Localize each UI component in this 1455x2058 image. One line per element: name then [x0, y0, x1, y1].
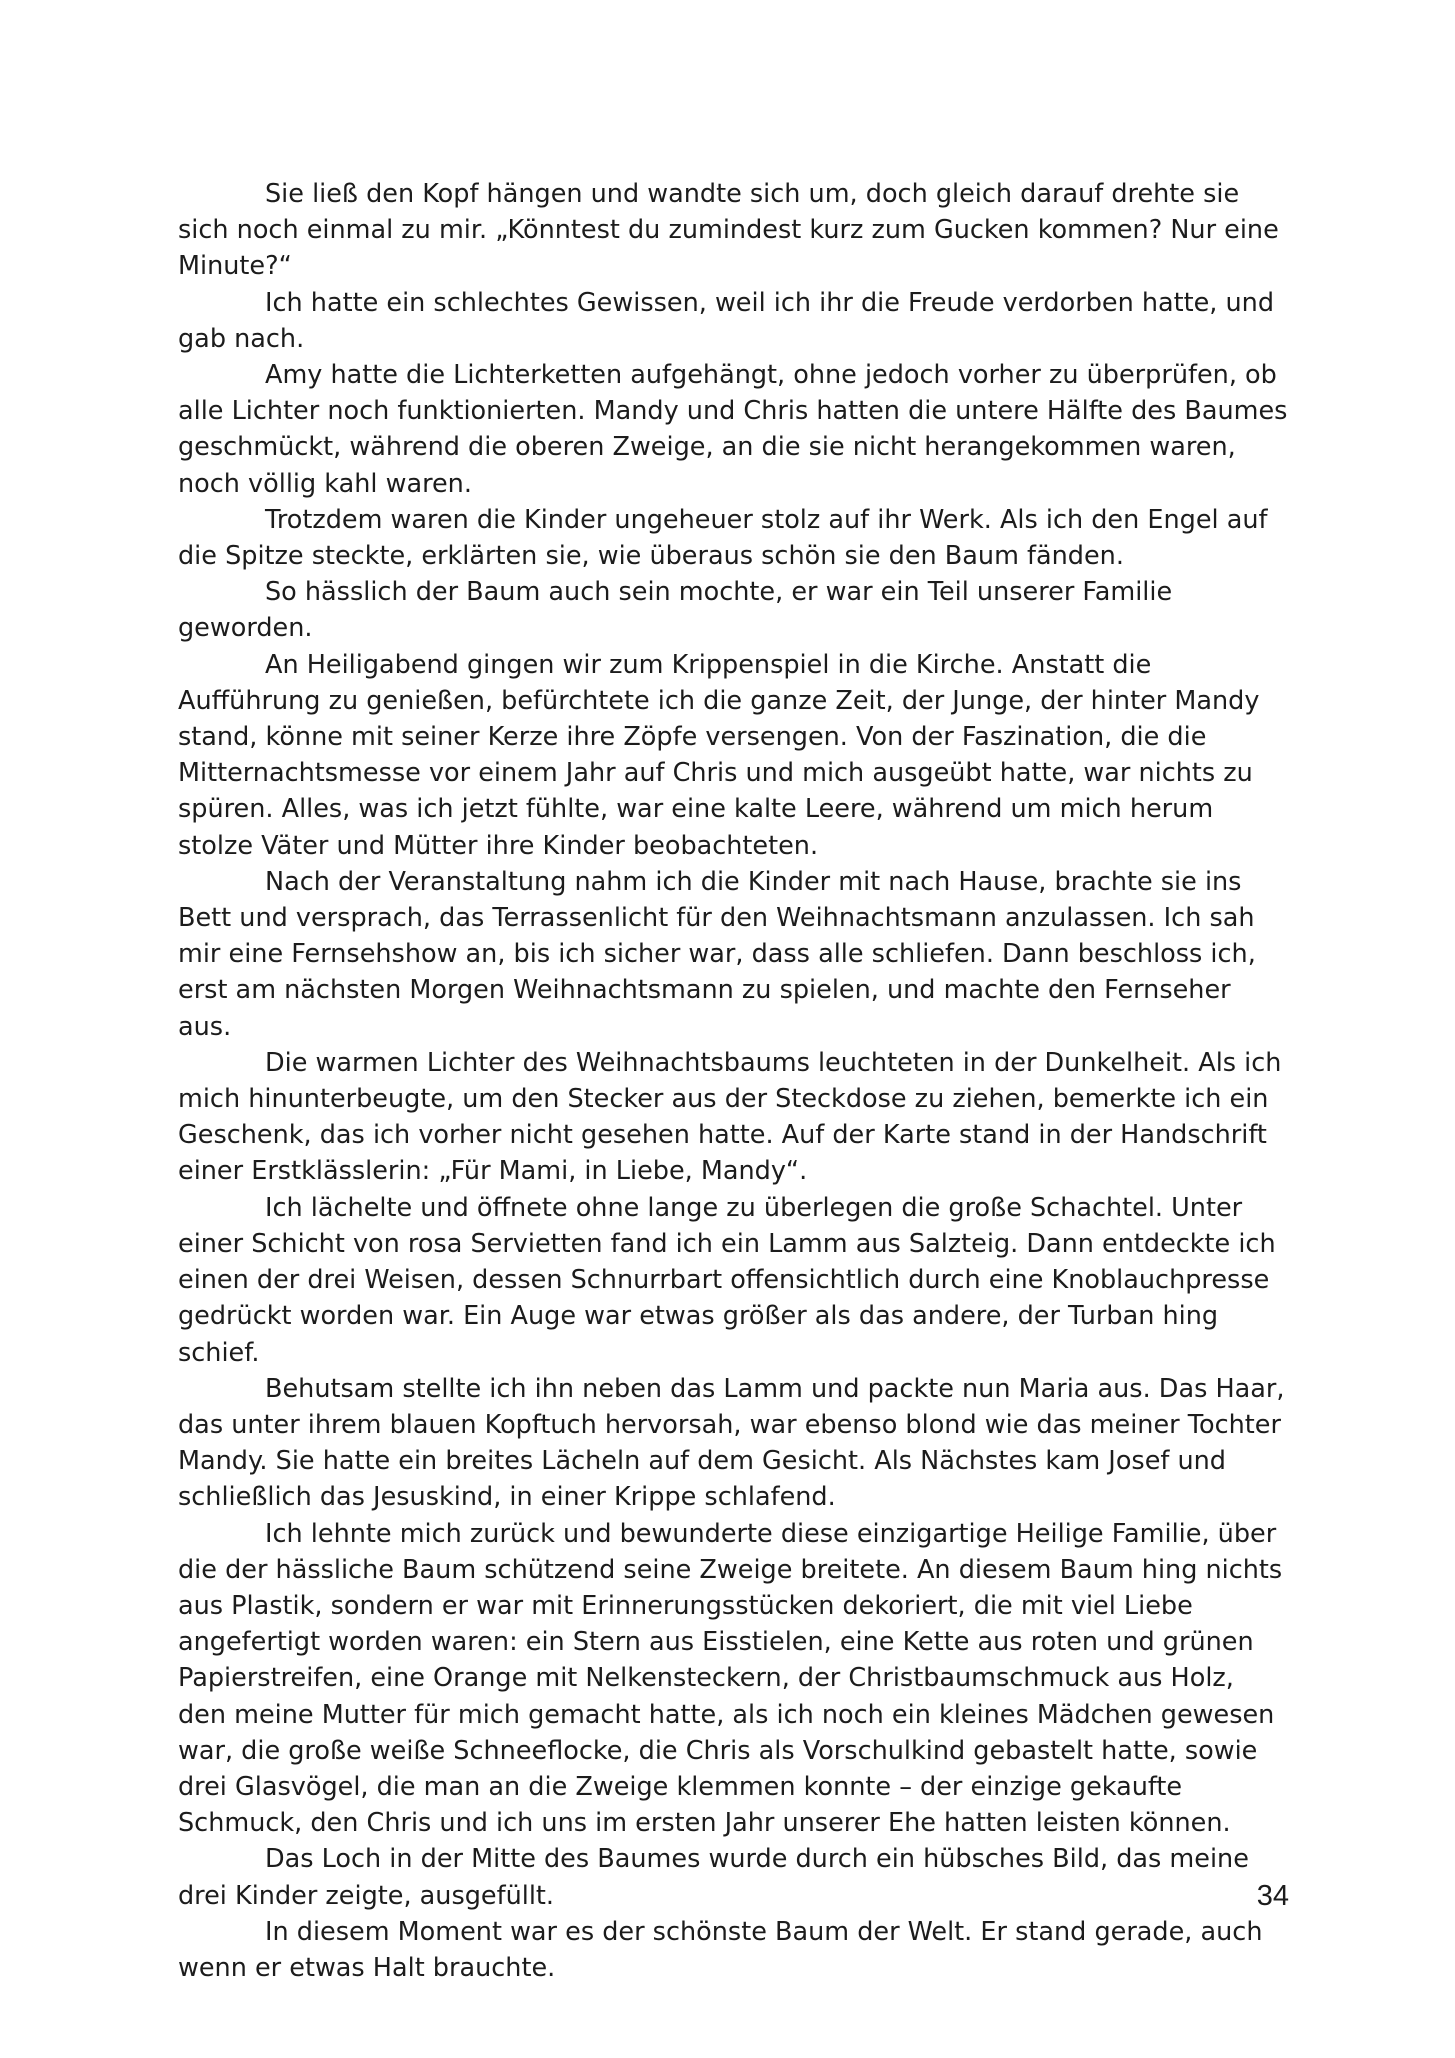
paragraph: Die warmen Lichter des Weihnachtsbaums leuchteten in der Dunkelheit. Als ich mich hinunterbeugte, um den Stecker aus der Steckdose zu ziehen, bemerkte ich ein Geschenk, das ich vorher nicht gesehen hatte. Auf der Karte stand in der Handschrift einer Erstklässlerin: „Für Mami, in Liebe, Mandy“.	[178, 1047, 1282, 1187]
paragraph: Trotzdem waren die Kinder ungeheuer stolz auf ihr Werk. Als ich den Engel auf die Spitze steckte, erklärten sie, wie überaus schön sie den Baum fänden.	[178, 504, 1268, 572]
page-number: 34	[1256, 1880, 1289, 1912]
paragraph: In diesem Moment war es der schönste Baum der Welt. Er stand gerade, auch wenn er etwas Halt brauchte.	[178, 1916, 1263, 1983]
paragraph: Sie ließ den Kopf hängen und wandte sich um, doch gleich darauf drehte sie sich noch einmal zu mir. „Könntest du zumindest kurz zum Gucken kommen? Nur eine Minute?“	[178, 179, 1279, 282]
body-text	[178, 176, 1288, 1986]
paragraph: Amy hatte die Lichterketten aufgehängt, ohne jedoch vorher zu überprüfen, ob alle Lichter noch funktionierten. Mandy und Chris hatten die untere Hälfte des Baumes geschmückt, während die oberen Zweige, an die sie nicht herangekommen waren, noch völlig kahl waren.	[178, 360, 1288, 499]
paragraph: Ich lächelte und öffnete ohne lange zu überlegen die große Schachtel. Unter einer Schicht von rosa Servietten fand ich ein Lamm aus Salzteig. Dann entdeckte ich einen der drei Weisen, dessen Schnurrbart offensichtlich durch eine Knoblauchpresse gedrückt worden war. Ein Auge war etwas größer als das andere, der Turban hing schief.	[178, 1192, 1276, 1368]
paragraph: Ich hatte ein schlechtes Gewissen, weil ich ihr die Freude verdorben hatte, und gab nach.	[178, 287, 1275, 354]
paragraph: Behutsam stellte ich ihn neben das Lamm und packte nun Maria aus. Das Haar, das unter ihrem blauen Kopftuch hervorsah, war ebenso blond wie das meiner Tochter Mandy. Sie hatte ein breites Lächeln auf dem Gesicht. Als Nächstes kam Josef und schließlich das Jesuskind, in einer Krippe schlafend.	[178, 1373, 1285, 1513]
paragraph: Ich lehnte mich zurück und bewunderte diese einzigartige Heilige Familie, über die der hässliche Baum schützend seine Zweige breitete. An diesem Baum hing nichts aus Plastik, sondern er war mit Erinnerungsstücken dekoriert, die mit viel Liebe angefertigt worden waren: ein Stern aus Eisstielen, eine Kette aus roten und grünen Papierstreifen, eine Orange mit Nelkensteckern, der Christbaumschmuck aus Holz, den meine Mutter für mich gemacht hatte, als ich noch ein kleines Mädchen gewesen war, die große weiße Schneeflocke, die Chris als Vorschulkind gebastelt hatte, sowie drei Glasvögel, die man an die Zweige klemmen konnte – der einzige gekaufte Schmuck, den Chris und ich uns im ersten Jahr unserer Ehe hatten leisten können.	[178, 1518, 1283, 1839]
paragraph: An Heiligabend gingen wir zum Krippenspiel in die Kirche. Anstatt die Aufführung zu genießen, befürchtete ich die ganze Zeit, der Junge, der hinter Mandy stand, könne mit seiner Kerze ihre Zöpfe versengen. Von der Faszination, die die Mitternachtsmesse vor einem Jahr auf Chris und mich ausgeübt hatte, war nichts zu spüren. Alles, was ich jetzt fühlte, war eine kalte Leere, während um mich herum stolze Väter und Mütter ihre Kinder beobachteten.	[178, 649, 1260, 861]
paragraph: So hässlich der Baum auch sein mochte, er war ein Teil unserer Familie geworden.	[178, 577, 1173, 644]
paragraph: Das Loch in der Mitte des Baumes wurde durch ein hübsches Bild, das meine drei Kinder zeigte, ausgefüllt.	[178, 1844, 1249, 1911]
paragraph: Nach der Veranstaltung nahm ich die Kinder mit nach Hause, brachte sie ins Bett und versprach, das Terrassenlicht für den Weihnachtsmann anzulassen. Ich sah mir eine Fernsehshow an, bis ich sicher war, dass alle schliefen. Dann beschloss ich, erst am nächsten Morgen Weihnachtsmann zu spielen, und machte den Fernseher aus.	[178, 866, 1256, 1042]
